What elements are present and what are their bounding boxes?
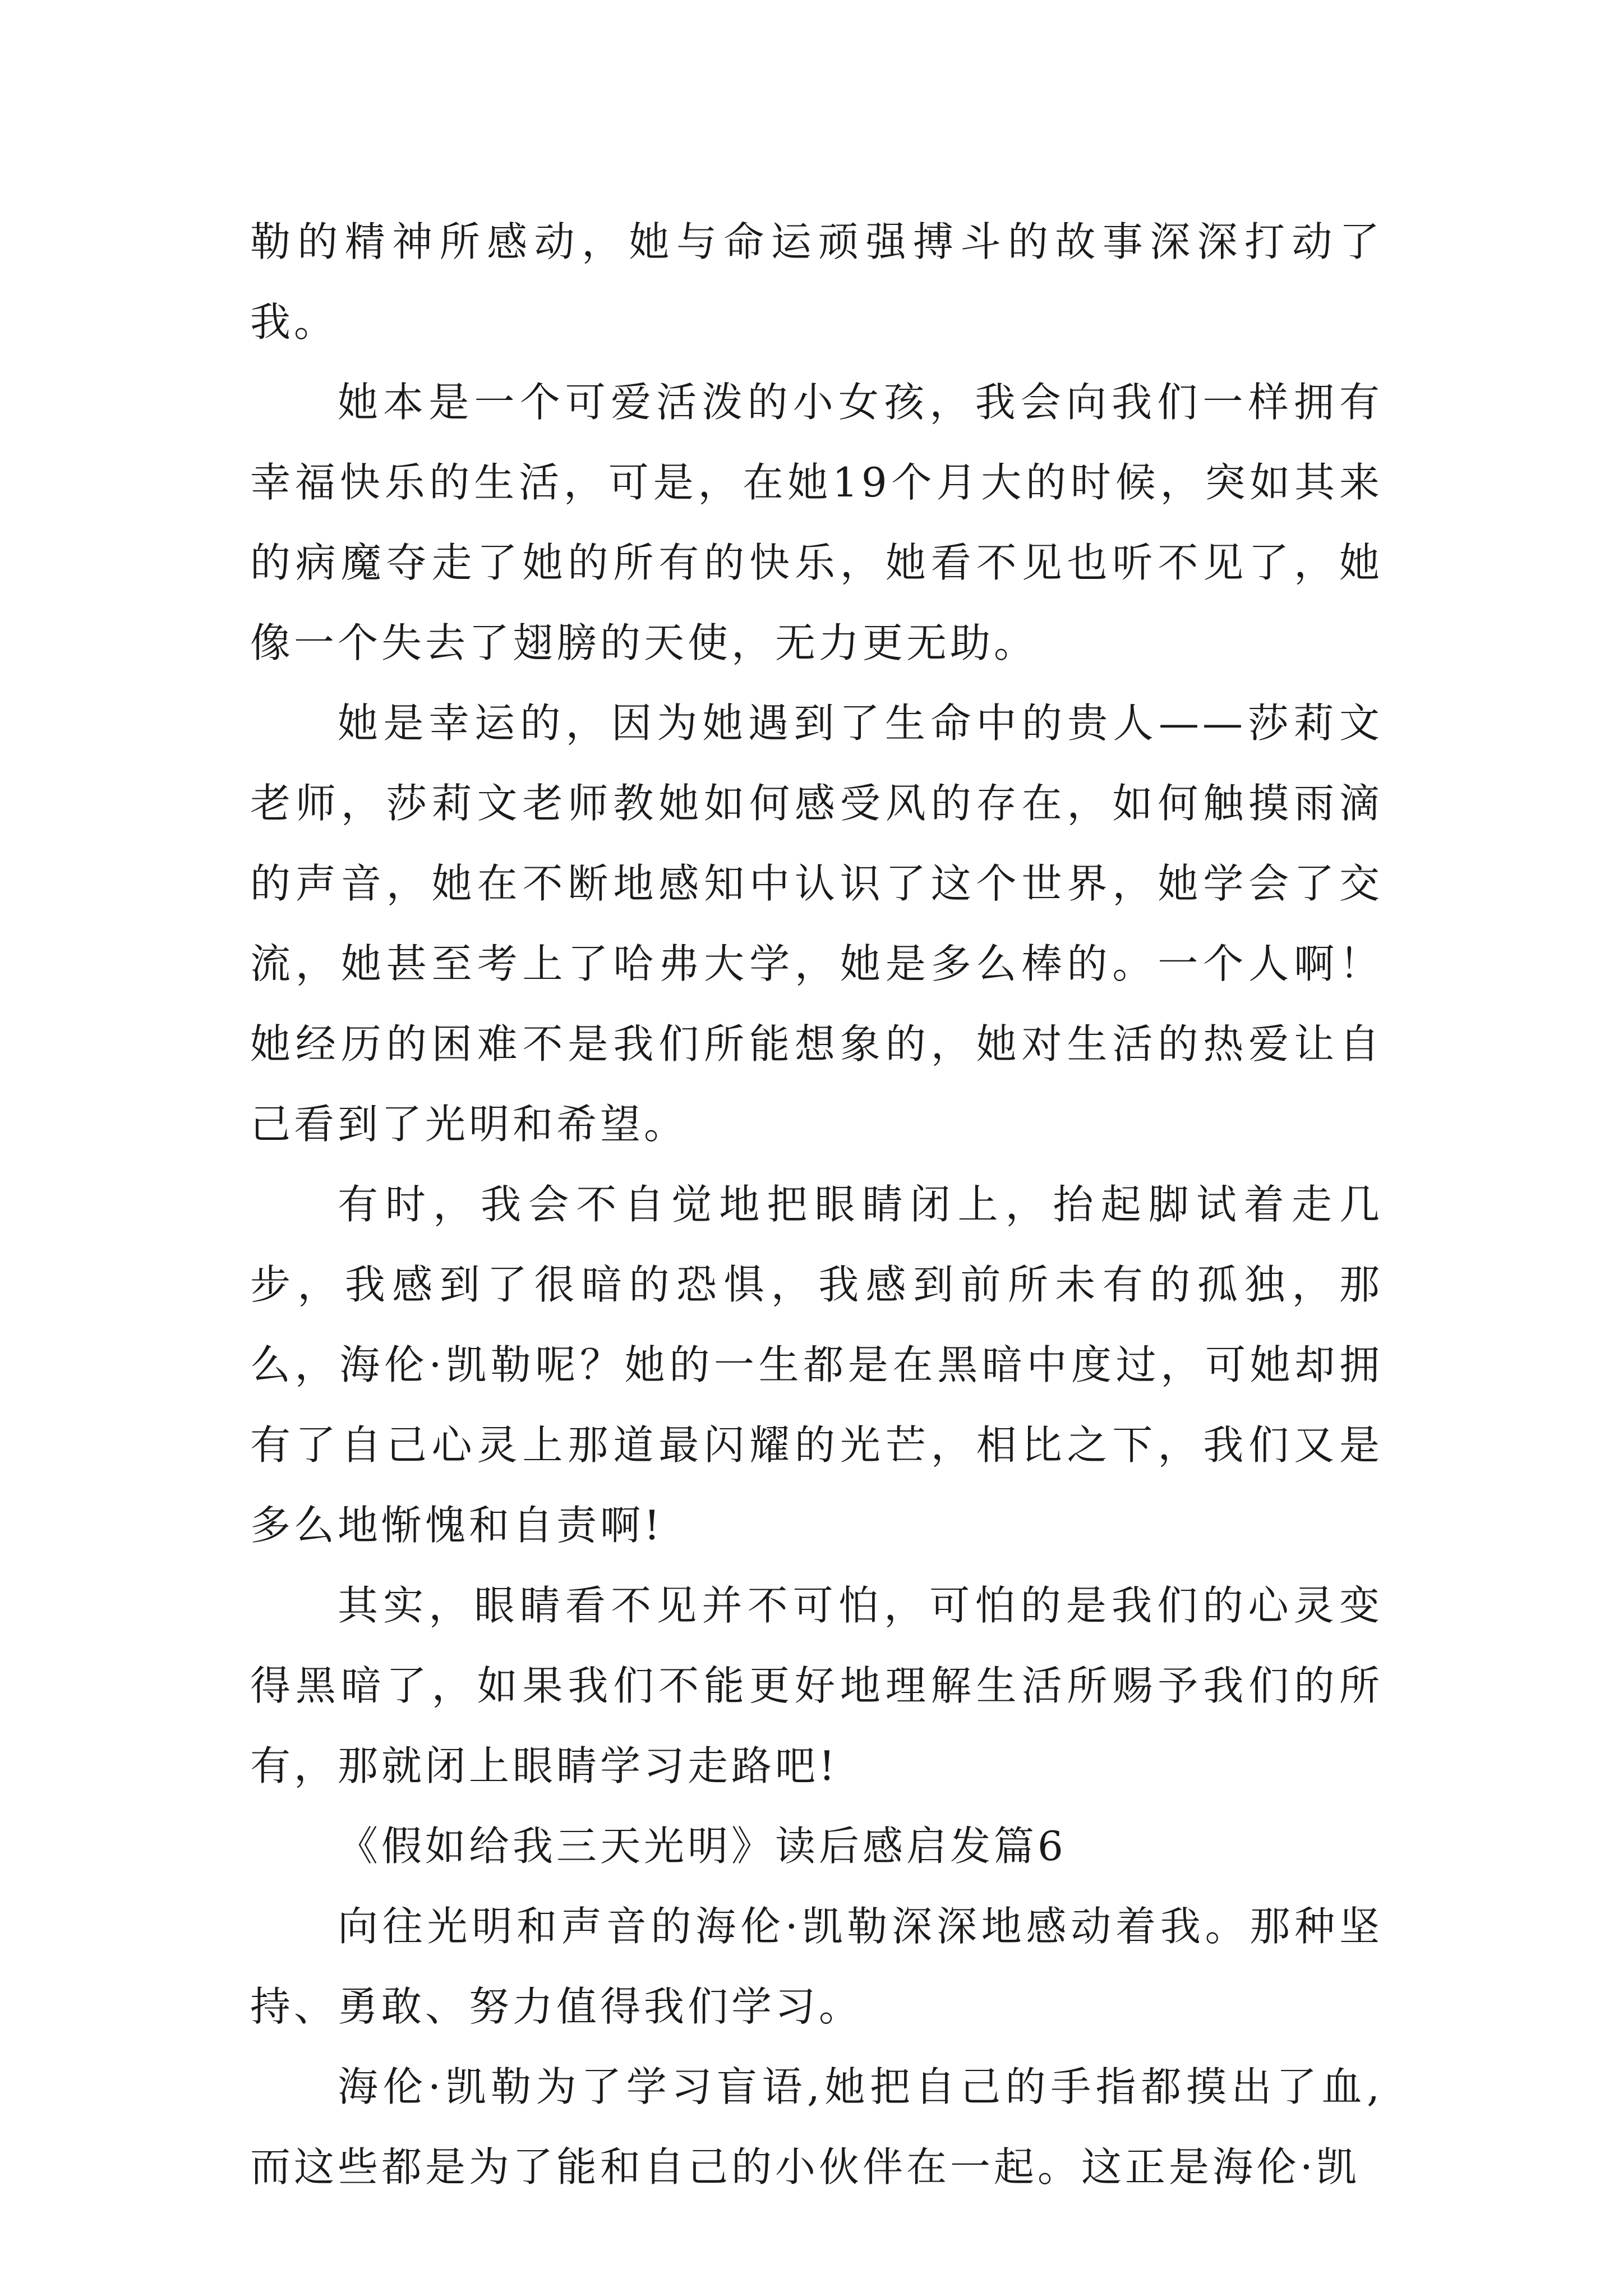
paragraph: 她本是一个可爱活泼的小女孩，我会向我们一样拥有幸福快乐的生活，可是，在她19个月大的时候，突如其来的病魔夺走了她的所有的快乐，她看不见也听不见了，她像一个失去了翅膀的天使，无力更无助。 (250, 379, 1383, 666)
paragraph: 向往光明和声音的海伦·凯勒深深地感动着我。那种坚持、勇敢、努力值得我们学习。 (250, 1903, 1383, 2030)
paragraph-continuation: 勒的精神所感动，她与命运顽强搏斗的故事深深打动了我。 (250, 218, 1383, 346)
paragraph: 海伦·凯勒为了学习盲语,她把自己的手指都摸出了血,而这些都是为了能和自己的小伙伴在一起。这正是海伦·凯 (250, 2063, 1383, 2191)
paragraph: 有时，我会不自觉地把眼睛闭上，抬起脚试着走几步，我感到了很暗的恐惧，我感到前所未有的孤独，那么，海伦·凯勒呢？她的一生都是在黑暗中度过，可她却拥有了自己心灵上那道最闪耀的光芒，相比之下，我们又是多么地惭愧和自责啊! (250, 1181, 1383, 1549)
section-heading: 《假如给我三天光明》读后感启发篇6 (338, 1823, 1067, 1870)
paragraph: 她是幸运的，因为她遇到了生命中的贵人——莎莉文老师，莎莉文老师教她如何感受风的存在，如何触摸雨滴的声音，她在不断地感知中认识了这个世界，她学会了交流，她甚至考上了哈弗大学，她是多么棒的。一个人啊！她经历的困难不是我们所能想象的，她对生活的热爱让自己看到了光明和希望。 (250, 700, 1383, 1148)
paragraph: 其实，眼睛看不见并不可怕，可怕的是我们的心灵变得黑暗了，如果我们不能更好地理解生活所赐予我们的所有，那就闭上眼睛学习走路吧! (250, 1582, 1383, 1789)
body-text (250, 202, 1383, 2207)
